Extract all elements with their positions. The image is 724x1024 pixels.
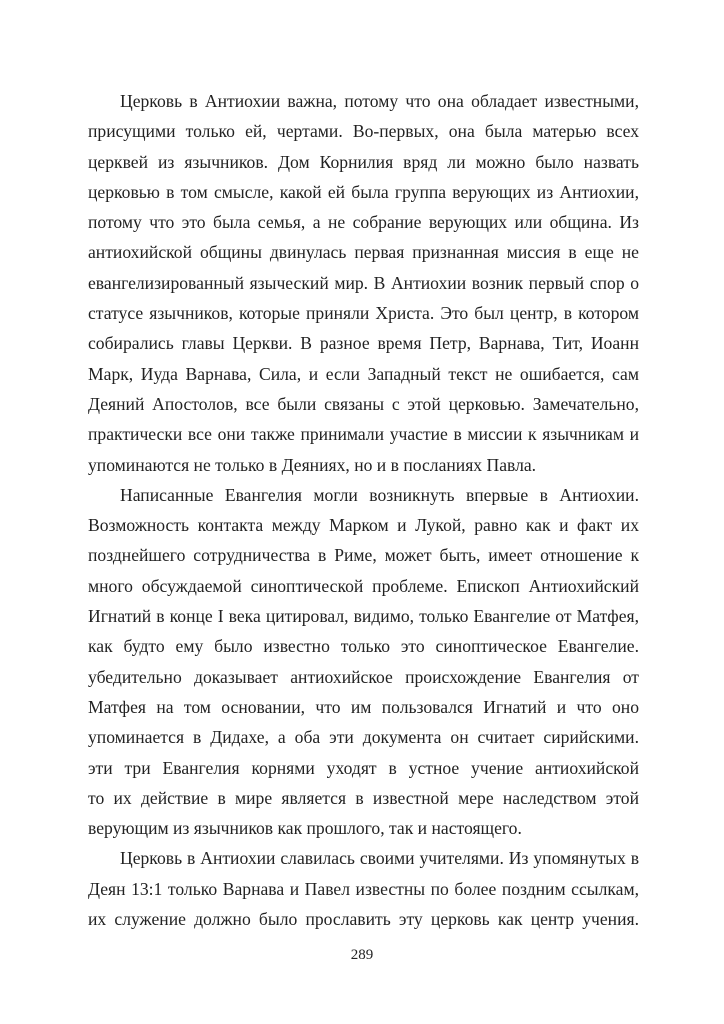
text-line: собирались главы Церкви. В разное время Петр, Варнава, Тит, Иоанн [88, 333, 639, 354]
text-line: антиохийской общины двинулась первая признанная миссия в еще не [88, 242, 639, 263]
paragraph [88, 480, 639, 844]
text-line: Игнатий в конце I века цитировал, видимо, только Евангелие от Матфея, [88, 606, 639, 627]
text-line: церквей из язычников. Дом Корнилия вряд ли можно было назвать [88, 151, 639, 172]
paragraph [88, 843, 639, 934]
text-line: Церковь в Антиохии славилась своими учителями. Из упомянутых в [120, 848, 639, 869]
page-number: 289 [350, 947, 374, 963]
text-line: много обсуждаемой синоптической проблеме. Епископ Антиохийский [88, 575, 639, 596]
paragraph [88, 86, 639, 480]
text-line: Написанные Евангелия могли возникнуть впервые в Антиохии. [120, 484, 639, 505]
text-line: их служение должно было прославить эту церковь как центр учения. [88, 909, 639, 930]
text-line: убедительно доказывает антиохийское происхождение Евангелия от [88, 666, 639, 687]
text-line: Церковь в Антиохии важна, потому что она обладает известными, [120, 91, 639, 111]
text-line: потому что это была семья, а не собрание верующих или община. Из [88, 212, 639, 233]
text-line: верующим из язычников как прошлого, так и настоящего. [88, 818, 522, 839]
text-line: Возможность контакта между Марком и Лукой, равно как и факт их [88, 515, 639, 536]
page-body [88, 86, 639, 934]
text-line: Деяний Апостолов, все были связаны с этой церковью. Замечательно, [88, 393, 639, 414]
text-line: статусе язычников, которые приняли Христа. Это был центр, в котором [88, 303, 639, 324]
text-line: Матфея на том основании, что им пользовался Игнатий и что оно [88, 696, 639, 717]
text-line: Марк, Иуда Варнава, Сила, и если Западный текст не ошибается, сам [88, 363, 639, 384]
text-line: практически все они также принимали участие в миссии к язычникам и [88, 424, 639, 445]
text-line: то их действие в мире является в известной мере наследством этой [88, 787, 639, 808]
text-line: евангелизированный языческий мир. В Антиохии возник первый спор о [88, 272, 639, 293]
text-line: церковью в том смысле, какой ей была группа верующих из Антиохии, [88, 181, 639, 202]
text-line: позднейшего сотрудничества в Риме, может быть, имеет отношение к [88, 545, 639, 566]
text-line: эти три Евангелия корнями уходят в устное учение антиохийской [88, 757, 639, 778]
text-line: Деян 13:1 только Варнава и Павел известны по более поздним ссылкам, [88, 878, 639, 899]
text-line: упоминается в Дидахе, а оба эти документа он считает сирийскими. [88, 727, 639, 748]
text-line: упоминаются не только в Деяниях, но и в посланиях Павла. [88, 454, 537, 475]
text-line: как будто ему было известно только это синоптическое Евангелие. [88, 636, 639, 657]
text-line: присущими только ей, чертами. Во-первых, она была матерью всех [88, 121, 639, 142]
